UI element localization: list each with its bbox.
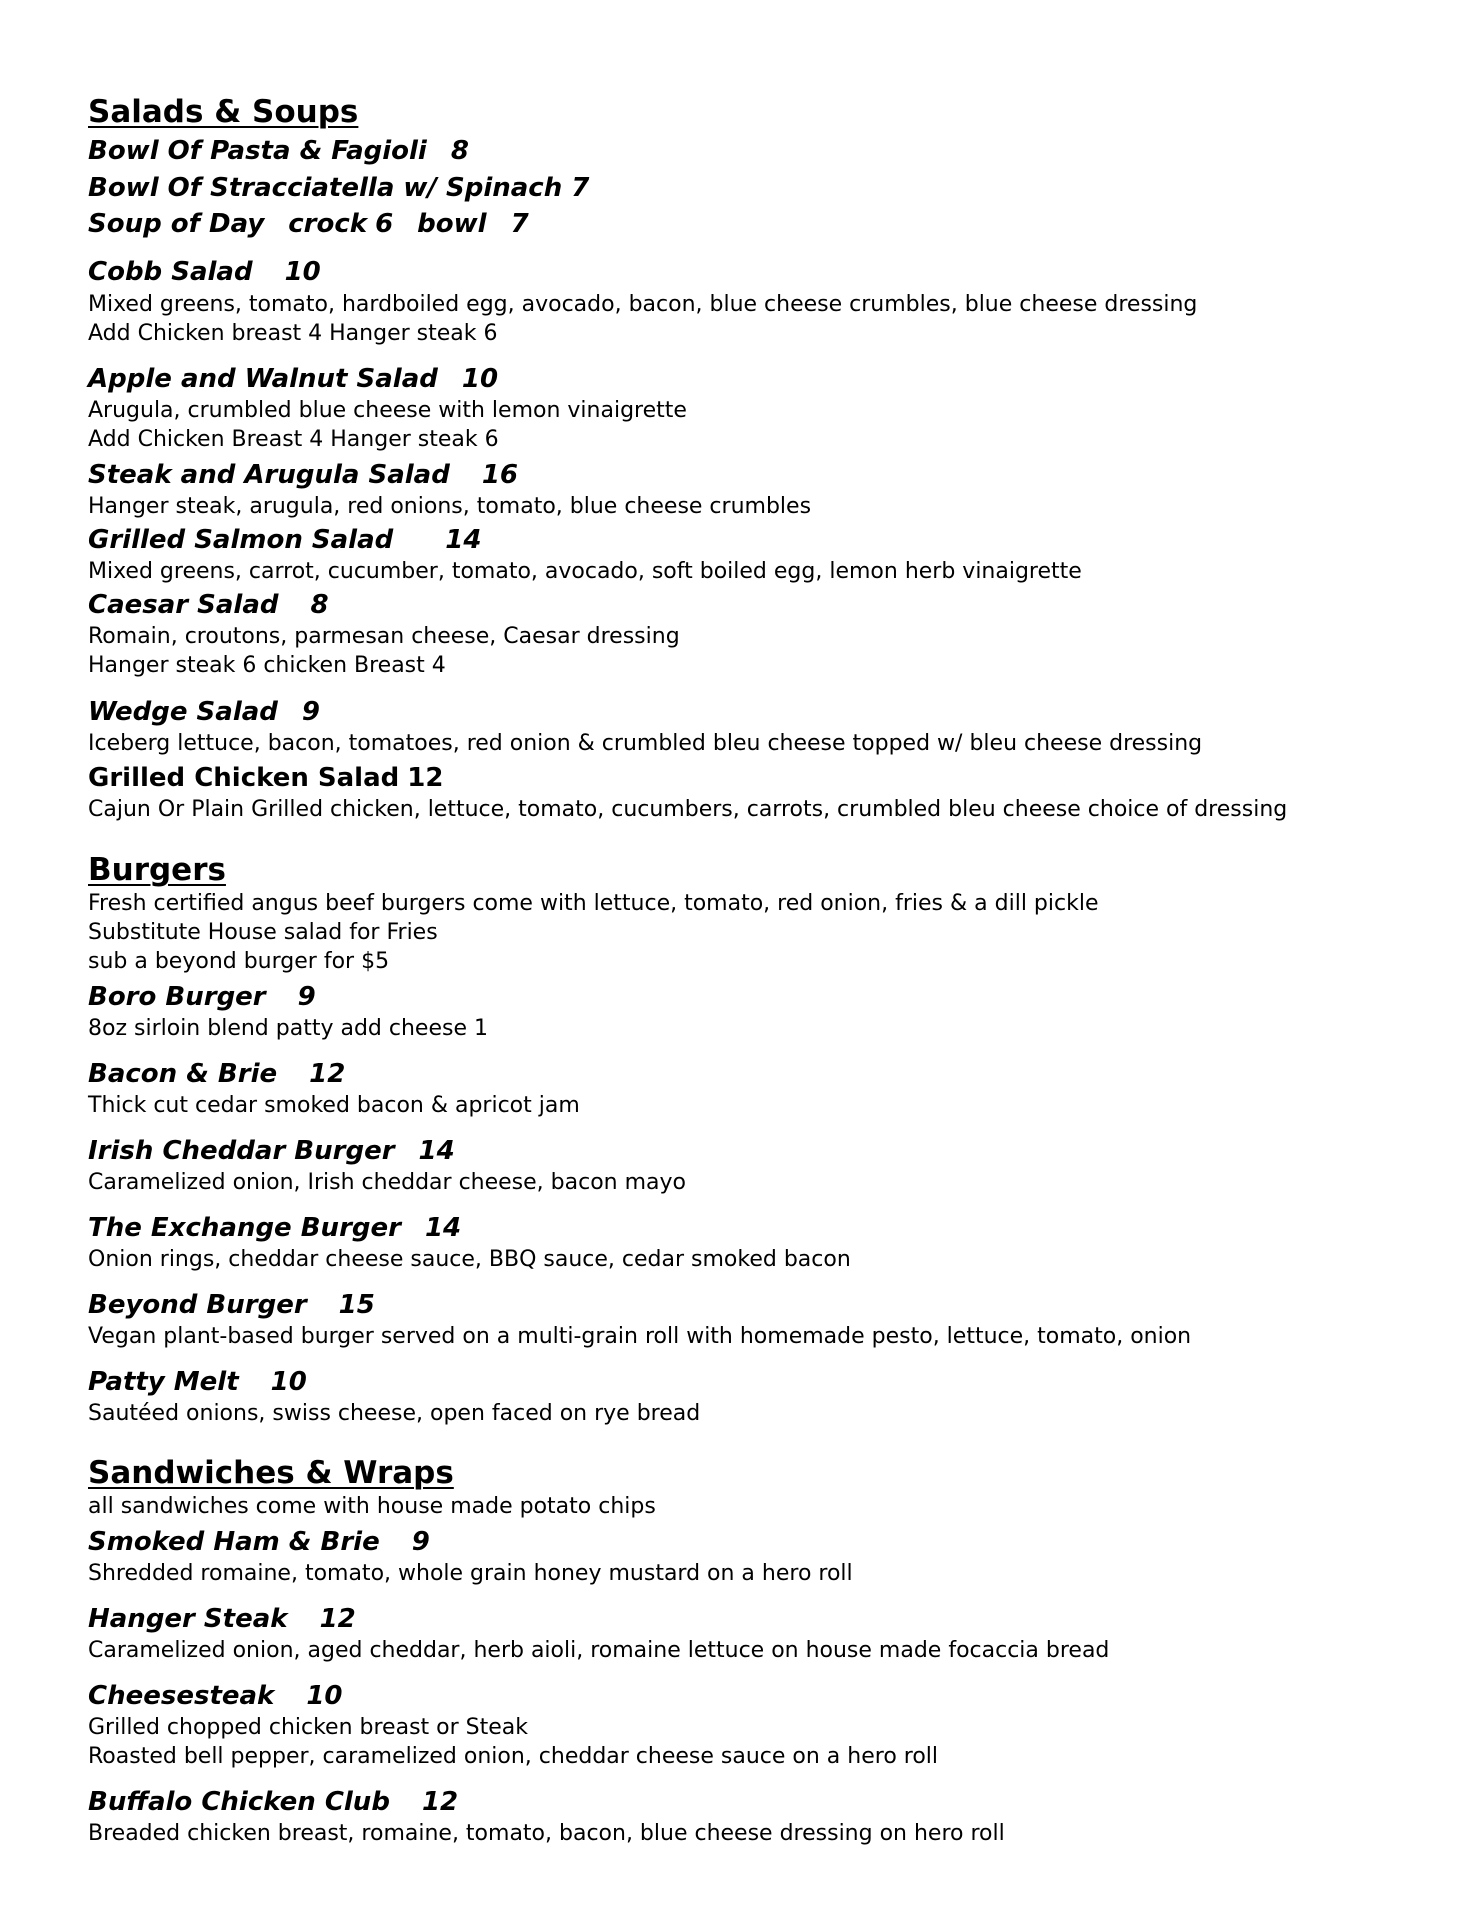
bowl-price: 7 bbox=[510, 209, 529, 239]
section-intro: all sandwiches come with house made potato chips bbox=[88, 1494, 656, 1519]
item-price: 8 bbox=[310, 590, 329, 620]
item-name: Hanger Steak bbox=[88, 1604, 288, 1634]
item-name: Apple and Walnut Salad bbox=[88, 364, 438, 394]
item-name: Grilled Salmon Salad bbox=[88, 525, 394, 555]
menu-item-pasta-fagioli bbox=[88, 136, 469, 166]
item-name: Smoked Ham & Brie bbox=[88, 1527, 380, 1557]
item-addons: Add Chicken breast 4 Hanger steak 6 bbox=[88, 321, 498, 346]
menu-item-boro-burger bbox=[88, 982, 316, 1012]
item-name: Bowl Of Stracciatella w/ Spinach bbox=[88, 173, 563, 203]
item-price: 8 bbox=[450, 136, 469, 166]
item-name: Irish Cheddar Burger bbox=[88, 1136, 395, 1166]
menu-item-smoked-ham-brie bbox=[88, 1527, 430, 1557]
item-price: 12 bbox=[407, 763, 444, 793]
menu-item-cheesesteak bbox=[88, 1681, 343, 1711]
menu-item-irish-cheddar-burger bbox=[88, 1136, 455, 1166]
item-description: Vegan plant-based burger served on a multi-grain roll with homemade pesto, lettuce, tomato, onion bbox=[88, 1324, 1192, 1349]
item-price: 12 bbox=[319, 1604, 356, 1634]
item-name: Soup of Day bbox=[88, 209, 265, 239]
item-name: Bacon & Brie bbox=[88, 1059, 278, 1089]
item-name: Patty Melt bbox=[88, 1367, 239, 1397]
item-description: Caramelized onion, aged cheddar, herb aioli, romaine lettuce on house made focaccia bread bbox=[88, 1638, 1110, 1663]
bowl-label: bowl bbox=[417, 209, 487, 239]
item-description: 8oz sirloin blend patty add cheese 1 bbox=[88, 1016, 488, 1041]
section-intro: sub a beyond burger for $5 bbox=[88, 949, 390, 974]
item-price: 15 bbox=[338, 1290, 375, 1320]
item-description: Shredded romaine, tomato, whole grain honey mustard on a hero roll bbox=[88, 1561, 853, 1586]
section-intro: Substitute House salad for Fries bbox=[88, 920, 438, 945]
item-name: Grilled Chicken Salad bbox=[88, 763, 400, 793]
item-description: Grilled chopped chicken breast or Steak bbox=[88, 1715, 528, 1740]
section-heading-sandwiches-wraps: Sandwiches & Wraps bbox=[88, 1455, 454, 1491]
item-price: 7 bbox=[571, 173, 590, 203]
item-description: Arugula, crumbled blue cheese with lemon vinaigrette bbox=[88, 398, 687, 423]
section-intro: Fresh certified angus beef burgers come with lettuce, tomato, red onion, fries & a dill pickle bbox=[88, 891, 1099, 916]
item-price: 9 bbox=[301, 697, 320, 727]
menu-item-cobb-salad bbox=[88, 257, 321, 287]
item-name: Steak and Arugula Salad bbox=[88, 460, 450, 490]
item-description: Mixed greens, tomato, hardboiled egg, avocado, bacon, blue cheese crumbles, blue cheese dressing bbox=[88, 292, 1198, 317]
item-description: Sautéed onions, swiss cheese, open faced on rye bread bbox=[88, 1401, 701, 1426]
item-price: 10 bbox=[284, 257, 321, 287]
item-description: Mixed greens, carrot, cucumber, tomato, avocado, soft boiled egg, lemon herb vinaigrette bbox=[88, 559, 1082, 584]
item-name: Beyond Burger bbox=[88, 1290, 307, 1320]
item-name: Boro Burger bbox=[88, 982, 266, 1012]
crock-label: crock bbox=[288, 209, 368, 239]
item-description: Hanger steak, arugula, red onions, tomato, blue cheese crumbles bbox=[88, 494, 812, 519]
menu-item-grilled-chicken-salad bbox=[88, 763, 443, 793]
item-price: 12 bbox=[309, 1059, 346, 1089]
item-name: Buffalo Chicken Club bbox=[88, 1787, 390, 1817]
menu-item-wedge-salad bbox=[88, 697, 320, 727]
item-addons: Add Chicken Breast 4 Hanger steak 6 bbox=[88, 427, 499, 452]
item-price: 10 bbox=[306, 1681, 343, 1711]
section-heading-salads-soups: Salads & Soups bbox=[88, 94, 359, 130]
item-description: Thick cut cedar smoked bacon & apricot jam bbox=[88, 1093, 580, 1118]
menu-item-hanger-steak bbox=[88, 1604, 356, 1634]
item-description: Breaded chicken breast, romaine, tomato, bacon, blue cheese dressing on hero roll bbox=[88, 1821, 1005, 1846]
menu-item-apple-walnut-salad bbox=[88, 364, 498, 394]
menu-item-bacon-brie bbox=[88, 1059, 345, 1089]
item-name: Wedge Salad bbox=[88, 697, 278, 727]
item-addons: Hanger steak 6 chicken Breast 4 bbox=[88, 653, 446, 678]
item-price: 9 bbox=[297, 982, 316, 1012]
menu-item-buffalo-chicken-club bbox=[88, 1787, 458, 1817]
item-description: Caramelized onion, Irish cheddar cheese, bacon mayo bbox=[88, 1170, 686, 1195]
menu-item-stracciatella bbox=[88, 173, 589, 203]
item-name: Bowl Of Pasta & Fagioli bbox=[88, 136, 427, 166]
menu-item-beyond-burger bbox=[88, 1290, 375, 1320]
item-price: 14 bbox=[418, 1136, 455, 1166]
item-name: Cheesesteak bbox=[88, 1681, 275, 1711]
item-price: 14 bbox=[445, 525, 482, 555]
menu-item-patty-melt bbox=[88, 1367, 307, 1397]
item-price: 10 bbox=[270, 1367, 307, 1397]
item-name: Cobb Salad bbox=[88, 257, 253, 287]
item-description: Romain, croutons, parmesan cheese, Caesar dressing bbox=[88, 624, 680, 649]
crock-price: 6 bbox=[375, 209, 394, 239]
menu-item-caesar-salad bbox=[88, 590, 329, 620]
menu-item-soup-of-day bbox=[88, 209, 529, 239]
item-price: 16 bbox=[481, 460, 519, 490]
menu-item-steak-arugula-salad bbox=[88, 460, 518, 490]
item-description: Cajun Or Plain Grilled chicken, lettuce, tomato, cucumbers, carrots, crumbled bleu cheese choice of dressing bbox=[88, 797, 1288, 822]
item-description: Onion rings, cheddar cheese sauce, BBQ sauce, cedar smoked bacon bbox=[88, 1247, 851, 1272]
section-heading-burgers: Burgers bbox=[88, 852, 226, 888]
item-price: 12 bbox=[421, 1787, 459, 1817]
item-price: 10 bbox=[461, 364, 499, 394]
item-description: Iceberg lettuce, bacon, tomatoes, red onion & crumbled bleu cheese topped w/ bleu cheese dressing bbox=[88, 731, 1203, 756]
menu-item-exchange-burger bbox=[88, 1213, 461, 1243]
item-name: The Exchange Burger bbox=[88, 1213, 401, 1243]
item-price: 14 bbox=[424, 1213, 462, 1243]
menu-item-grilled-salmon-salad bbox=[88, 525, 481, 555]
item-price: 9 bbox=[411, 1527, 430, 1557]
item-description: Roasted bell pepper, caramelized onion, cheddar cheese sauce on a hero roll bbox=[88, 1744, 939, 1769]
item-name: Caesar Salad bbox=[88, 590, 279, 620]
